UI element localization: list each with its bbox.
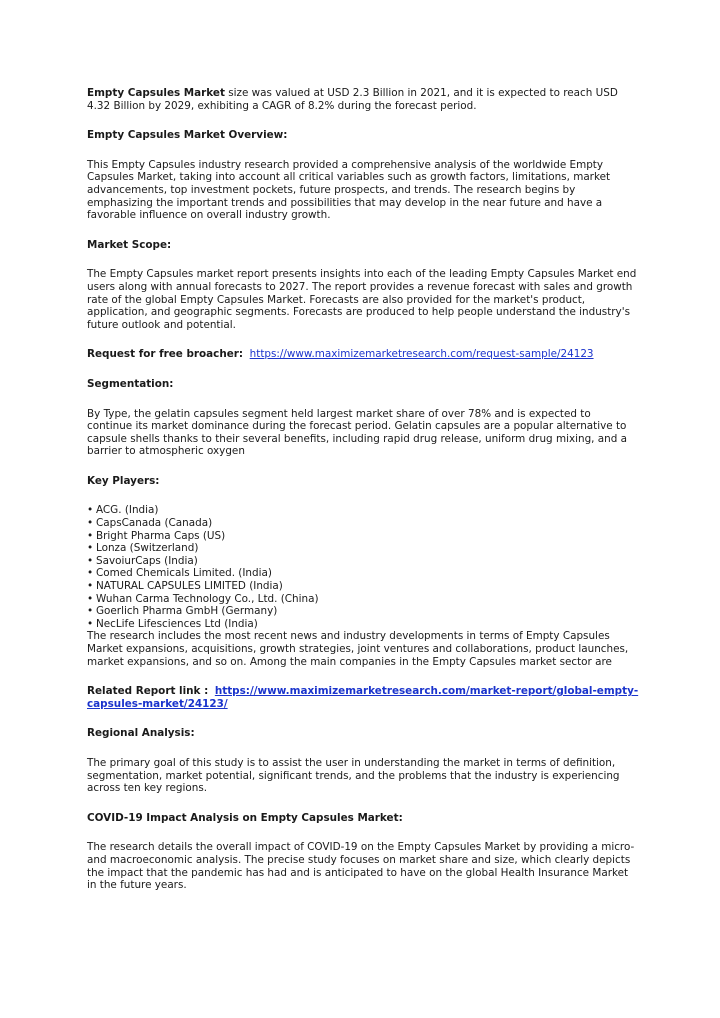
- list-item: • Bright Pharma Caps (US): [87, 529, 226, 542]
- key-players-list: [87, 504, 639, 630]
- request-line: [87, 348, 639, 361]
- related-report-line: [87, 685, 639, 710]
- bullet-icon: •: [87, 529, 94, 542]
- list-item: • Lonza (Switzerland): [87, 542, 199, 555]
- bullet-icon: •: [87, 580, 94, 593]
- bullet-icon: •: [87, 517, 94, 530]
- intro-title: Empty Capsules Market: [87, 87, 225, 99]
- segmentation-heading: Segmentation:: [87, 377, 174, 390]
- bullet-icon: •: [87, 554, 94, 567]
- request-label: Request for free broacher:: [87, 348, 244, 361]
- regional-heading: Regional Analysis:: [87, 727, 195, 740]
- bullet-icon: •: [87, 617, 94, 630]
- related-report-label: Related Report link :: [87, 685, 209, 698]
- list-item: • NecLife Lifesciences Ltd (India): [87, 617, 258, 630]
- list-item: • Goerlich Pharma GmbH (Germany): [87, 605, 278, 618]
- bullet-icon: •: [87, 504, 94, 517]
- bullet-icon: •: [87, 592, 94, 605]
- list-item: • CapsCanada (Canada): [87, 517, 213, 530]
- covid-heading: COVID-19 Impact Analysis on Empty Capsules Market:: [87, 811, 403, 824]
- list-item: • Comed Chemicals Limited. (India): [87, 567, 272, 580]
- scope-text: The Empty Capsules market report presents insights into each of the leading Empty Capsules Market end users along with annual forecasts to 2027. The report provides a revenue forecast with sales and growth rate of the global Empty Capsules Market. Forecasts are also provided for the market's product, application, and geographic segments. Forecasts are produced to help people understand the industry's future outlook and potential.: [87, 268, 637, 331]
- list-item: • Wuhan Carma Technology Co., Ltd. (China): [87, 592, 319, 605]
- intro-text: size was valued at USD 2.3 Billion in 2021, and it is expected to reach USD 4.32 Billion by 2029, exhibiting a CAGR of 8.2% during the forecast period.: [87, 87, 618, 112]
- list-item: • SavoiurCaps (India): [87, 554, 198, 567]
- key-players-heading: Key Players:: [87, 474, 160, 487]
- bullet-icon: •: [87, 542, 94, 555]
- document-page: [87, 87, 639, 909]
- bullet-icon: •: [87, 605, 94, 618]
- list-item: • ACG. (India): [87, 504, 159, 517]
- intro-paragraph: [87, 87, 639, 112]
- overview-heading: Empty Capsules Market Overview:: [87, 129, 288, 142]
- research-text: The research includes the most recent news and industry developments in terms of Empty Capsules Market expansions, acquisitions, growth strategies, joint ventures and collaborations, product launches, market expansions, and so on. Among the main companies in the Empty Capsules market sector are: [87, 630, 629, 668]
- list-item: • NATURAL CAPSULES LIMITED (India): [87, 580, 283, 593]
- bullet-icon: •: [87, 567, 94, 580]
- regional-text: The primary goal of this study is to assist the user in understanding the market in terms of definition, segmentation, market potential, significant trends, and the problems that the industry is experiencing across ten key regions.: [87, 756, 620, 795]
- segmentation-text: By Type, the gelatin capsules segment held largest market share of over 78% and is expected to continue its market dominance during the forecast period. Gelatin capsules are a popular alternative to capsule shells thanks to their several benefits, including rapid drug release, uniform drug mixing, and a barrier to atmospheric oxygen: [87, 407, 627, 458]
- covid-text: The research details the overall impact of COVID-19 on the Empty Capsules Market by providing a micro- and macroeconomic analysis. The precise study focuses on market share and size, which clearly depicts the impact that the pandemic has had and is anticipated to have on the global Health Insurance Market in the future years.: [87, 841, 635, 892]
- overview-text: This Empty Capsules industry research provided a comprehensive analysis of the worldwide Empty Capsules Market, taking into account all critical variables such as growth factors, limitations, market advancements, top investment pockets, future prospects, and trends. The research begins by emphasizing the important trends and possibilities that may develop in the near future and have a favorable influence on overall industry growth.: [87, 158, 611, 222]
- related-report-link[interactable]: https://www.maximizemarketresearch.com/market-report/global-empty-capsules-market/24123/: [87, 685, 639, 710]
- request-sample-link[interactable]: https://www.maximizemarketresearch.com/request-sample/24123: [249, 348, 594, 361]
- scope-heading: Market Scope:: [87, 238, 172, 251]
